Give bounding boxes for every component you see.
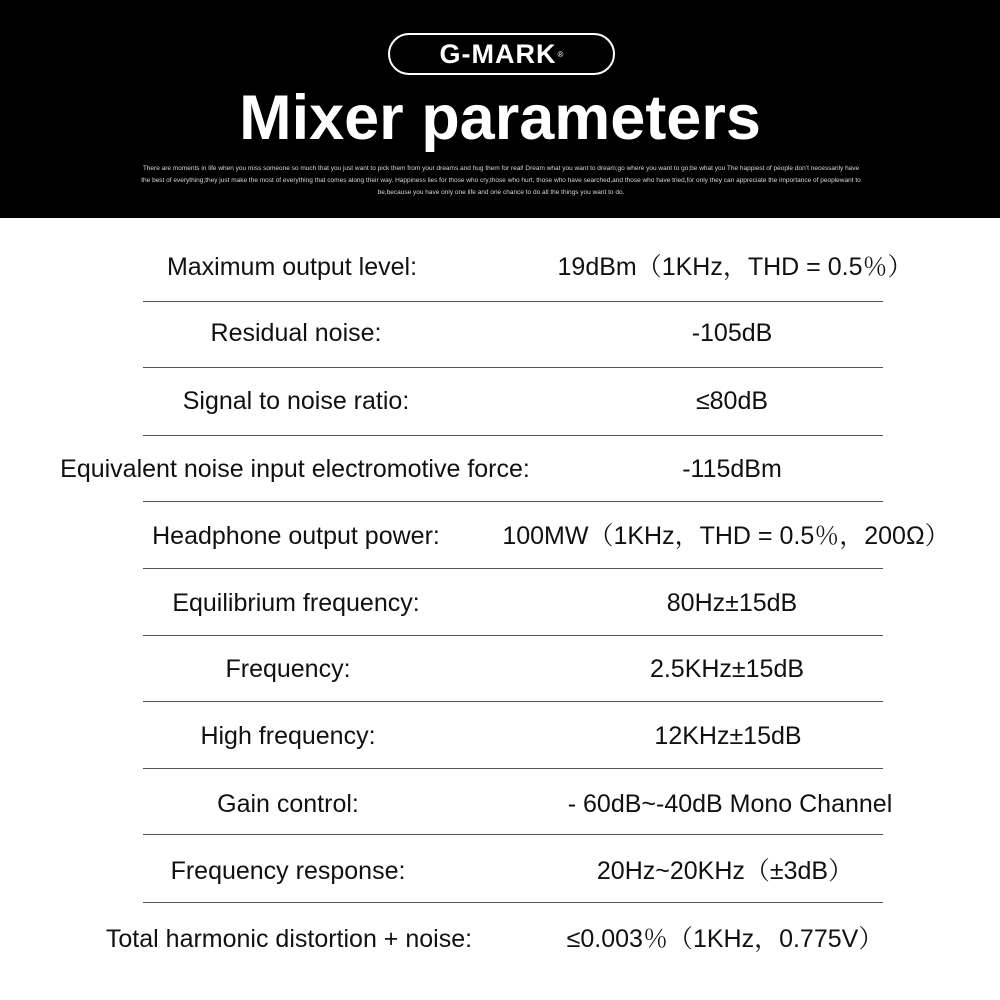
param-value-headphone-power: 100MW（1KHz，THD = 0.5％，200Ω） [502, 522, 950, 550]
param-label-equivalent-noise: Equivalent noise input electromotive force: [60, 455, 530, 483]
param-value-high-frequency: 12KHz±15dB [654, 722, 802, 750]
brand-name: G-MARK [439, 38, 557, 69]
param-value-max-output: 19dBm（1KHz，THD = 0.5％） [557, 253, 913, 281]
row-divider [143, 902, 883, 903]
param-label-high-frequency: High frequency: [200, 722, 376, 750]
param-label-gain-control: Gain control: [217, 790, 359, 818]
param-value-equilibrium-frequency: 80Hz±15dB [666, 589, 798, 617]
param-value-snr: ≤80dB [695, 387, 769, 415]
param-value-residual-noise: -105dB [691, 319, 773, 347]
param-value-frequency-response: 20Hz~20KHz（±3dB） [596, 857, 854, 885]
param-label-headphone-power: Headphone output power: [152, 522, 440, 550]
param-value-equivalent-noise: -115dBm [682, 455, 782, 483]
row-divider [143, 568, 883, 569]
param-value-thd-noise: ≤0.003％（1KHz，0.775V） [566, 925, 884, 953]
row-divider [143, 301, 883, 302]
param-label-snr: Signal to noise ratio: [182, 387, 410, 415]
row-divider [143, 435, 883, 436]
brand-logo [388, 33, 615, 75]
param-value-gain-control: - 60dB~-40dB Mono Channel [567, 790, 893, 818]
row-divider [143, 635, 883, 636]
row-divider [143, 701, 883, 702]
row-divider [143, 367, 883, 368]
param-label-max-output: Maximum output level: [166, 253, 418, 281]
param-value-frequency: 2.5KHz±15dB [649, 655, 805, 683]
header-banner [0, 0, 1000, 218]
row-divider [143, 501, 883, 502]
param-label-equilibrium-frequency: Equilibrium frequency: [172, 589, 420, 617]
param-label-frequency: Frequency: [225, 655, 351, 683]
row-divider [143, 834, 883, 835]
param-label-frequency-response: Frequency response: [170, 857, 406, 885]
row-divider [143, 768, 883, 769]
registered-mark: ® [557, 49, 564, 59]
page-title: Mixer parameters [239, 83, 761, 153]
tagline-text: There are moments in life when you miss someone so much that you just want to pick them from your dreams and hug them for real! Dream what you want to dream;go where you want to go;be what you The happiest of people don’t necessarily have the best of everything;they just make the most of everything that comes along their way. Happiness lies for those who cry,those who hurt, those who have searched,and those who have tried,for only they can appreciate the importance of peoplewant to be,because you have only one life and one chance to do all the things you want to do. [141, 165, 861, 196]
param-label-residual-noise: Residual noise: [210, 319, 382, 347]
param-label-thd-noise: Total harmonic distortion + noise: [105, 925, 473, 953]
